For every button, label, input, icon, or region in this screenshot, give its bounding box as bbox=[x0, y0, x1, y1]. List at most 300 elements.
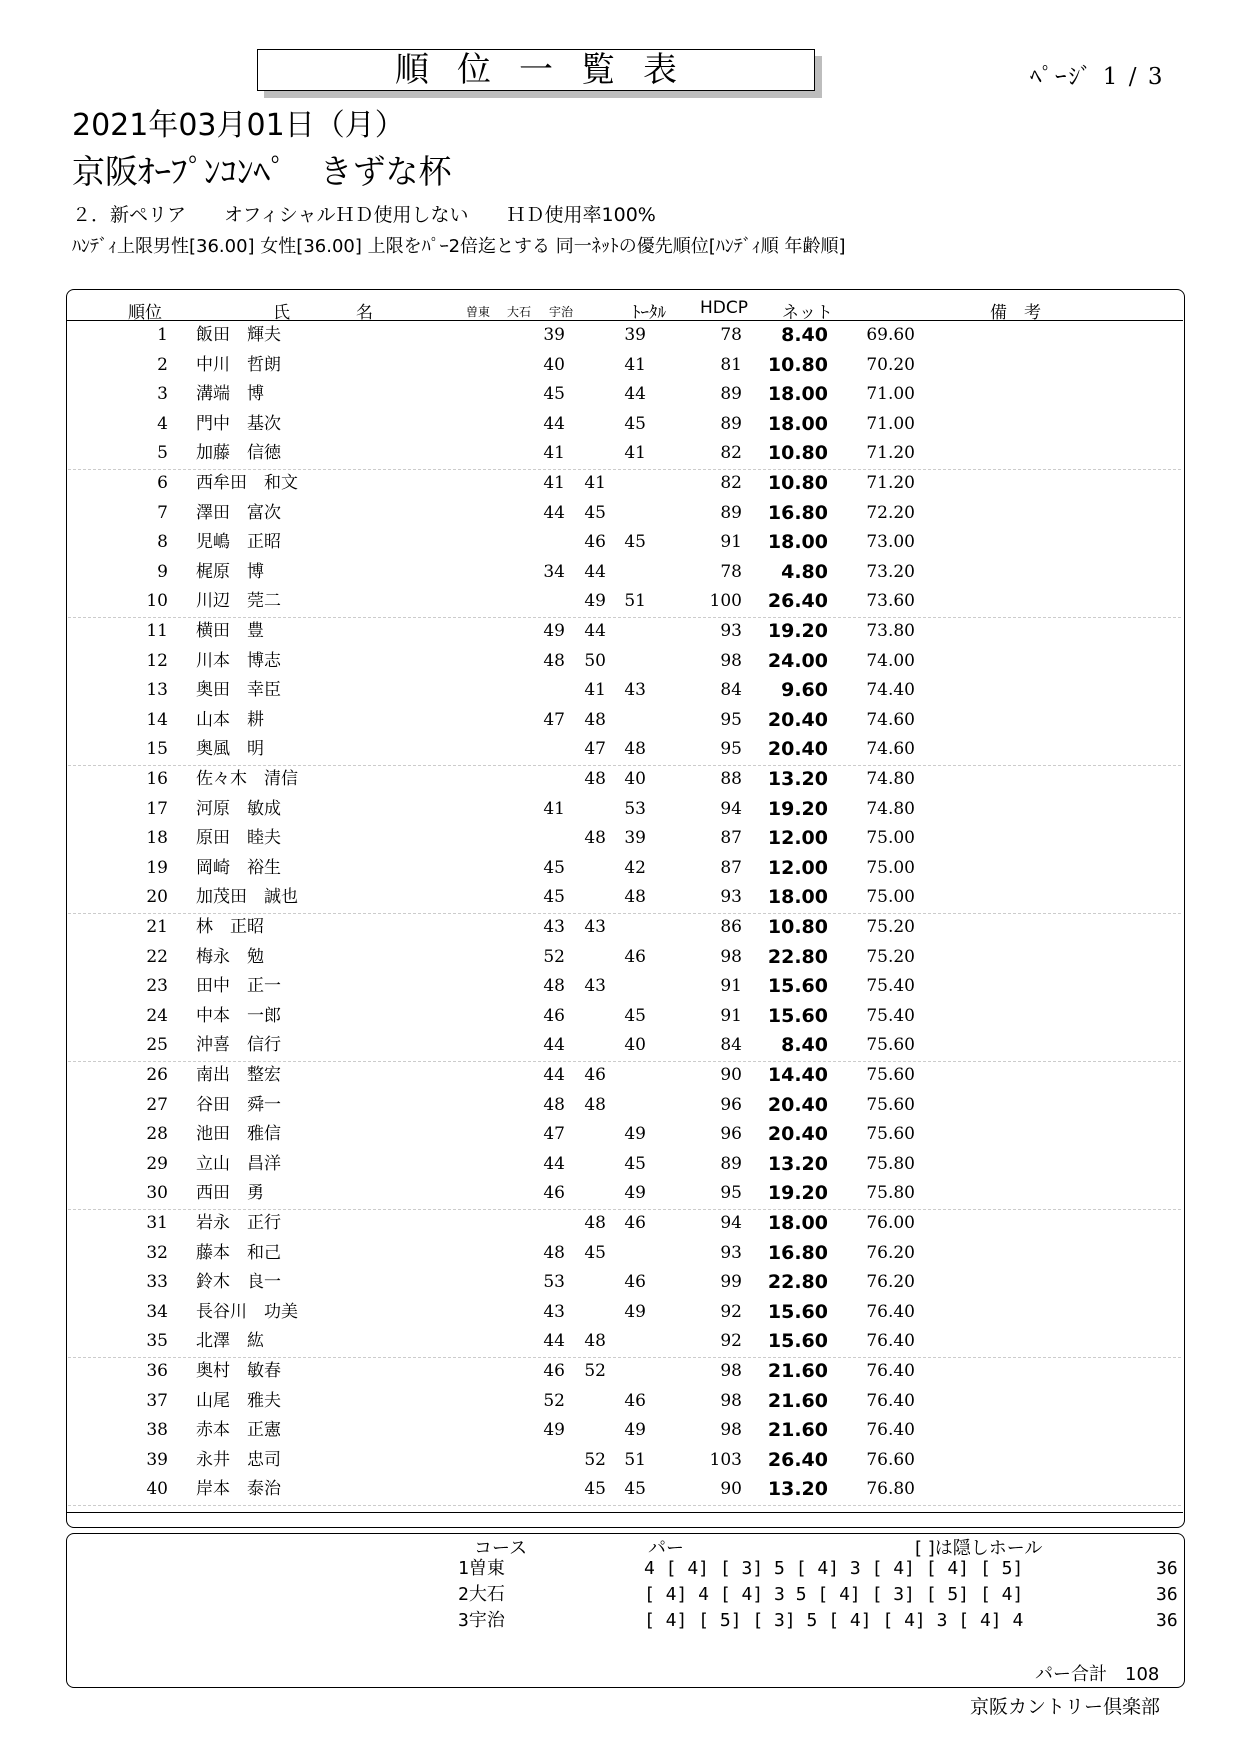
score-course-2: 44 bbox=[584, 561, 606, 582]
total-score: 87 bbox=[720, 828, 742, 849]
hdcp-value: 8.40 bbox=[781, 1034, 828, 1057]
net-score: 75.80 bbox=[866, 1183, 915, 1204]
net-score: 75.00 bbox=[866, 828, 915, 849]
rank-cell: 40 bbox=[146, 1479, 168, 1500]
table-row bbox=[68, 499, 1181, 529]
rule-line-2: ﾊﾝﾃﾞｨ上限男性[36.00] 女性[36.00] 上限をﾊﾟｰ2倍迄とする 同一ﾈｯﾄの優先順位[ﾊﾝﾃﾞｨ順 年齢順] bbox=[72, 236, 846, 257]
score-course-3: 49 bbox=[624, 1420, 646, 1441]
hdcp-value: 13.20 bbox=[767, 768, 828, 790]
score-course-1: 52 bbox=[543, 1390, 565, 1411]
score-course-1: 44 bbox=[543, 413, 565, 434]
score-course-1: 41 bbox=[543, 473, 565, 493]
table-row bbox=[68, 1357, 1181, 1387]
total-score: 92 bbox=[720, 1301, 742, 1322]
score-course-3: 40 bbox=[624, 1035, 646, 1056]
net-score: 72.20 bbox=[866, 502, 915, 523]
total-score: 88 bbox=[720, 769, 742, 789]
table-row bbox=[68, 1120, 1181, 1150]
col-header-course-2: 大石 bbox=[507, 305, 532, 319]
total-score: 96 bbox=[720, 1094, 742, 1115]
score-course-3: 39 bbox=[624, 325, 646, 345]
net-score: 75.00 bbox=[866, 857, 915, 878]
score-course-2: 45 bbox=[584, 502, 606, 523]
score-course-1: 47 bbox=[543, 1124, 565, 1145]
score-course-2: 45 bbox=[584, 1479, 606, 1500]
rank-cell: 10 bbox=[146, 591, 168, 612]
player-name: 加茂田 誠也 bbox=[196, 887, 298, 908]
rank-cell: 1 bbox=[157, 325, 168, 345]
course-pars: [ 4] 4 [ 4] 3 5 [ 4] [ 3] [ 5] [ 4] bbox=[644, 1584, 1024, 1605]
player-name: 中本 一郎 bbox=[196, 1005, 281, 1026]
player-name: 河原 敏成 bbox=[196, 798, 281, 819]
rank-cell: 17 bbox=[146, 798, 168, 819]
net-score: 75.60 bbox=[866, 1124, 915, 1145]
col-header-hdcp: HDCP bbox=[700, 298, 748, 318]
score-course-1: 48 bbox=[543, 976, 565, 997]
score-course-1: 53 bbox=[543, 1272, 565, 1293]
score-course-2: 45 bbox=[584, 1242, 606, 1263]
player-name: 田中 正一 bbox=[196, 976, 281, 997]
net-score: 75.20 bbox=[866, 917, 915, 937]
rank-cell: 8 bbox=[157, 532, 168, 553]
score-course-1: 48 bbox=[543, 650, 565, 671]
par-label: パー bbox=[648, 1538, 684, 1559]
table-row bbox=[68, 321, 1181, 351]
total-score: 98 bbox=[720, 1390, 742, 1411]
hdcp-value: 10.80 bbox=[767, 353, 828, 376]
net-score: 71.00 bbox=[866, 413, 915, 434]
hidden-hole-note: [ ]は隠しホール bbox=[915, 1538, 1043, 1559]
score-course-3: 45 bbox=[624, 532, 646, 553]
score-course-1: 49 bbox=[543, 1420, 565, 1441]
net-score: 75.40 bbox=[866, 1005, 915, 1026]
rank-cell: 30 bbox=[146, 1183, 168, 1204]
score-course-2: 50 bbox=[584, 650, 606, 671]
hdcp-value: 18.00 bbox=[767, 1212, 828, 1234]
score-course-1: 45 bbox=[543, 857, 565, 878]
player-name: 佐々木 清信 bbox=[196, 769, 298, 789]
net-score: 76.40 bbox=[866, 1390, 915, 1411]
net-score: 75.00 bbox=[866, 887, 915, 908]
hdcp-value: 13.20 bbox=[767, 1478, 828, 1501]
table-row bbox=[68, 735, 1181, 766]
rank-cell: 9 bbox=[157, 561, 168, 582]
rank-cell: 36 bbox=[146, 1361, 168, 1381]
course-par-total: 36 bbox=[1156, 1610, 1178, 1631]
net-score: 76.80 bbox=[866, 1479, 915, 1500]
player-name: 赤本 正憲 bbox=[196, 1420, 281, 1441]
player-name: 児嶋 正昭 bbox=[196, 532, 281, 553]
hdcp-value: 22.80 bbox=[767, 1271, 828, 1294]
col-header-name-1: 氏 bbox=[273, 303, 290, 323]
player-name: 沖喜 信行 bbox=[196, 1035, 281, 1056]
col-header-remarks: 備 考 bbox=[990, 303, 1041, 323]
net-score: 73.60 bbox=[866, 591, 915, 612]
hdcp-value: 9.60 bbox=[781, 679, 828, 702]
total-score: 91 bbox=[720, 532, 742, 553]
total-score: 89 bbox=[720, 413, 742, 434]
table-row bbox=[68, 410, 1181, 440]
total-score: 98 bbox=[720, 1420, 742, 1441]
score-course-1: 34 bbox=[543, 561, 565, 582]
score-course-3: 49 bbox=[624, 1124, 646, 1145]
table-row bbox=[68, 972, 1181, 1002]
net-score: 76.40 bbox=[866, 1361, 915, 1381]
total-score: 103 bbox=[709, 1449, 742, 1470]
total-score: 90 bbox=[720, 1065, 742, 1085]
total-score: 99 bbox=[720, 1272, 742, 1293]
hdcp-value: 21.60 bbox=[767, 1360, 828, 1382]
total-score: 91 bbox=[720, 1005, 742, 1026]
net-score: 73.80 bbox=[866, 621, 915, 641]
hdcp-value: 20.40 bbox=[767, 708, 828, 731]
score-course-2: 52 bbox=[584, 1361, 606, 1381]
net-score: 74.60 bbox=[866, 709, 915, 730]
net-score: 75.40 bbox=[866, 976, 915, 997]
rank-cell: 39 bbox=[146, 1449, 168, 1470]
hdcp-value: 21.60 bbox=[767, 1419, 828, 1442]
table-row bbox=[68, 1209, 1181, 1239]
hdcp-value: 20.40 bbox=[767, 1093, 828, 1116]
score-course-3: 40 bbox=[624, 769, 646, 789]
score-course-1: 49 bbox=[543, 621, 565, 641]
score-course-1: 48 bbox=[543, 1242, 565, 1263]
total-score: 84 bbox=[720, 1035, 742, 1056]
total-score: 86 bbox=[720, 917, 742, 937]
player-name: 西田 勇 bbox=[196, 1183, 264, 1204]
course-label: コース bbox=[474, 1538, 528, 1559]
rank-cell: 16 bbox=[146, 769, 168, 789]
total-score: 100 bbox=[709, 591, 742, 612]
net-score: 75.80 bbox=[866, 1153, 915, 1174]
score-course-3: 46 bbox=[624, 946, 646, 967]
player-name: 山本 耕 bbox=[196, 709, 264, 730]
score-course-2: 46 bbox=[584, 532, 606, 553]
table-row bbox=[68, 617, 1181, 647]
table-row bbox=[68, 1061, 1181, 1091]
score-course-3: 49 bbox=[624, 1301, 646, 1322]
net-score: 75.60 bbox=[866, 1035, 915, 1056]
score-course-3: 43 bbox=[624, 680, 646, 701]
score-course-1: 44 bbox=[543, 1153, 565, 1174]
rule-line-1: ２．新ペリア オフィシャルＨＤ使用しない ＨＤ使用率100% bbox=[72, 204, 656, 226]
score-course-2: 52 bbox=[584, 1449, 606, 1470]
net-score: 74.80 bbox=[866, 798, 915, 819]
course-name: 1曽東 bbox=[458, 1558, 505, 1579]
score-course-2: 48 bbox=[584, 1213, 606, 1233]
score-course-3: 48 bbox=[624, 887, 646, 908]
player-name: 北澤 紘 bbox=[196, 1331, 264, 1352]
page-title: 順位一覧表 bbox=[257, 49, 815, 91]
score-course-2: 43 bbox=[584, 976, 606, 997]
hdcp-value: 21.60 bbox=[767, 1389, 828, 1412]
net-score: 71.00 bbox=[866, 384, 915, 405]
score-course-1: 46 bbox=[543, 1183, 565, 1204]
hdcp-value: 15.60 bbox=[767, 1300, 828, 1323]
hdcp-value: 19.20 bbox=[767, 1182, 828, 1205]
hdcp-value: 15.60 bbox=[767, 1004, 828, 1027]
total-score: 98 bbox=[720, 650, 742, 671]
score-course-3: 51 bbox=[624, 1449, 646, 1470]
score-course-3: 45 bbox=[624, 1153, 646, 1174]
table-row bbox=[68, 765, 1181, 795]
net-score: 75.60 bbox=[866, 1065, 915, 1085]
rank-cell: 11 bbox=[146, 621, 168, 641]
rank-cell: 12 bbox=[146, 650, 168, 671]
page-number: ﾍﾟｰｼﾞ 1 / 3 bbox=[1030, 64, 1165, 90]
net-score: 76.40 bbox=[866, 1301, 915, 1322]
hdcp-value: 18.00 bbox=[767, 412, 828, 435]
score-course-2: 48 bbox=[584, 709, 606, 730]
net-score: 76.40 bbox=[866, 1331, 915, 1352]
hdcp-value: 18.00 bbox=[767, 383, 828, 406]
hdcp-value: 16.80 bbox=[767, 501, 828, 524]
total-score: 78 bbox=[720, 325, 742, 345]
player-name: 長谷川 功美 bbox=[196, 1301, 298, 1322]
course-par-total: 36 bbox=[1156, 1558, 1178, 1579]
table-row bbox=[68, 647, 1181, 677]
rank-cell: 24 bbox=[146, 1005, 168, 1026]
table-row bbox=[68, 676, 1181, 706]
total-score: 81 bbox=[720, 354, 742, 375]
rank-cell: 31 bbox=[146, 1213, 168, 1233]
table-row bbox=[68, 913, 1181, 943]
rank-cell: 25 bbox=[146, 1035, 168, 1056]
hdcp-value: 24.00 bbox=[767, 649, 828, 672]
course-name: 2大石 bbox=[458, 1584, 505, 1605]
score-course-3: 46 bbox=[624, 1272, 646, 1293]
player-name: 加藤 信徳 bbox=[196, 443, 281, 464]
total-score: 89 bbox=[720, 502, 742, 523]
total-score: 93 bbox=[720, 621, 742, 641]
player-name: 奥風 明 bbox=[196, 739, 264, 760]
score-course-3: 46 bbox=[624, 1213, 646, 1233]
score-course-1: 52 bbox=[543, 946, 565, 967]
rank-cell: 13 bbox=[146, 680, 168, 701]
col-header-rank: 順位 bbox=[128, 303, 162, 323]
net-score: 76.00 bbox=[866, 1213, 915, 1233]
player-name: 南出 整宏 bbox=[196, 1065, 281, 1085]
table-row bbox=[68, 1298, 1181, 1328]
net-score: 76.60 bbox=[866, 1449, 915, 1470]
table-row bbox=[68, 854, 1181, 884]
par-total: パー合計 108 bbox=[1035, 1664, 1160, 1685]
hdcp-value: 10.80 bbox=[767, 442, 828, 465]
table-row bbox=[68, 380, 1181, 410]
total-score: 82 bbox=[720, 473, 742, 493]
total-score: 82 bbox=[720, 443, 742, 464]
rank-cell: 18 bbox=[146, 828, 168, 849]
total-score: 90 bbox=[720, 1479, 742, 1500]
score-course-2: 48 bbox=[584, 769, 606, 789]
total-score: 96 bbox=[720, 1124, 742, 1145]
table-row bbox=[68, 1179, 1181, 1210]
player-name: 藤本 和己 bbox=[196, 1242, 281, 1263]
table-row bbox=[68, 883, 1181, 914]
score-course-3: 53 bbox=[624, 798, 646, 819]
hdcp-value: 16.80 bbox=[767, 1241, 828, 1264]
table-row bbox=[68, 1416, 1181, 1446]
hdcp-value: 13.20 bbox=[767, 1152, 828, 1175]
rank-cell: 4 bbox=[157, 413, 168, 434]
score-course-1: 48 bbox=[543, 1094, 565, 1115]
total-score: 78 bbox=[720, 561, 742, 582]
hdcp-value: 8.40 bbox=[781, 324, 828, 346]
hdcp-value: 19.20 bbox=[767, 797, 828, 820]
rank-cell: 29 bbox=[146, 1153, 168, 1174]
table-row bbox=[68, 587, 1181, 618]
score-course-1: 43 bbox=[543, 1301, 565, 1322]
total-score: 93 bbox=[720, 887, 742, 908]
score-course-1: 44 bbox=[543, 1065, 565, 1085]
player-name: 岩永 正行 bbox=[196, 1213, 281, 1233]
hdcp-value: 22.80 bbox=[767, 945, 828, 968]
rank-cell: 2 bbox=[157, 354, 168, 375]
player-name: 奥村 敏春 bbox=[196, 1361, 281, 1381]
net-score: 75.60 bbox=[866, 1094, 915, 1115]
table-row bbox=[68, 1446, 1181, 1476]
player-name: 永井 忠司 bbox=[196, 1449, 281, 1470]
player-name: 中川 哲朗 bbox=[196, 354, 281, 375]
score-course-2: 49 bbox=[584, 591, 606, 612]
player-name: 岡崎 裕生 bbox=[196, 857, 281, 878]
rank-cell: 34 bbox=[146, 1301, 168, 1322]
rank-cell: 27 bbox=[146, 1094, 168, 1115]
score-course-3: 45 bbox=[624, 1005, 646, 1026]
net-score: 76.40 bbox=[866, 1420, 915, 1441]
table-bottom-divider bbox=[66, 1512, 1183, 1513]
rank-cell: 32 bbox=[146, 1242, 168, 1263]
rank-cell: 38 bbox=[146, 1420, 168, 1441]
score-course-3: 42 bbox=[624, 857, 646, 878]
player-name: 川辺 莞二 bbox=[196, 591, 281, 612]
net-score: 70.20 bbox=[866, 354, 915, 375]
player-name: 鈴木 良一 bbox=[196, 1272, 281, 1293]
score-course-1: 44 bbox=[543, 502, 565, 523]
player-name: 池田 雅信 bbox=[196, 1124, 281, 1145]
hdcp-value: 10.80 bbox=[767, 472, 828, 494]
table-row bbox=[68, 1387, 1181, 1417]
table-row bbox=[68, 1031, 1181, 1062]
table-row bbox=[68, 1150, 1181, 1180]
score-course-1: 41 bbox=[543, 443, 565, 464]
total-score: 94 bbox=[720, 798, 742, 819]
table-row bbox=[68, 558, 1181, 588]
score-course-2: 48 bbox=[584, 1331, 606, 1352]
hdcp-value: 26.40 bbox=[767, 1448, 828, 1471]
table-row bbox=[68, 795, 1181, 825]
player-name: 谷田 舜一 bbox=[196, 1094, 281, 1115]
net-score: 74.40 bbox=[866, 680, 915, 701]
rank-cell: 14 bbox=[146, 709, 168, 730]
rank-cell: 23 bbox=[146, 976, 168, 997]
rank-cell: 6 bbox=[157, 473, 168, 493]
score-course-3: 51 bbox=[624, 591, 646, 612]
score-course-3: 45 bbox=[624, 413, 646, 434]
rank-cell: 15 bbox=[146, 739, 168, 760]
table-row bbox=[68, 1239, 1181, 1269]
rank-cell: 5 bbox=[157, 443, 168, 464]
total-score: 95 bbox=[720, 1183, 742, 1204]
rank-cell: 19 bbox=[146, 857, 168, 878]
course-pars: 4 [ 4] [ 3] 5 [ 4] 3 [ 4] [ 4] [ 5] bbox=[644, 1558, 1024, 1579]
table-row bbox=[68, 1268, 1181, 1298]
net-score: 74.00 bbox=[866, 650, 915, 671]
player-name: 飯田 輝夫 bbox=[196, 325, 281, 345]
total-score: 84 bbox=[720, 680, 742, 701]
total-score: 93 bbox=[720, 1242, 742, 1263]
player-name: 岸本 泰治 bbox=[196, 1479, 281, 1500]
rank-cell: 26 bbox=[146, 1065, 168, 1085]
rank-cell: 3 bbox=[157, 384, 168, 405]
score-course-1: 45 bbox=[543, 384, 565, 405]
hdcp-value: 19.20 bbox=[767, 620, 828, 642]
score-course-2: 46 bbox=[584, 1065, 606, 1085]
score-course-2: 41 bbox=[584, 473, 606, 493]
net-score: 69.60 bbox=[866, 325, 915, 345]
table-row bbox=[68, 706, 1181, 736]
hdcp-value: 26.40 bbox=[767, 590, 828, 613]
score-course-1: 44 bbox=[543, 1035, 565, 1056]
total-score: 89 bbox=[720, 1153, 742, 1174]
net-score: 76.20 bbox=[866, 1242, 915, 1263]
table-row bbox=[68, 528, 1181, 558]
player-name: 林 正昭 bbox=[196, 917, 264, 937]
score-course-3: 39 bbox=[624, 828, 646, 849]
net-score: 74.60 bbox=[866, 739, 915, 760]
net-score: 75.20 bbox=[866, 946, 915, 967]
rank-cell: 7 bbox=[157, 502, 168, 523]
score-course-1: 44 bbox=[543, 1331, 565, 1352]
score-course-1: 41 bbox=[543, 798, 565, 819]
score-course-2: 41 bbox=[584, 680, 606, 701]
total-score: 87 bbox=[720, 857, 742, 878]
player-name: 溝端 博 bbox=[196, 384, 264, 405]
score-course-2: 43 bbox=[584, 917, 606, 937]
rank-cell: 37 bbox=[146, 1390, 168, 1411]
score-course-3: 41 bbox=[624, 443, 646, 464]
player-name: 原田 睦夫 bbox=[196, 828, 281, 849]
net-score: 73.20 bbox=[866, 561, 915, 582]
total-score: 92 bbox=[720, 1331, 742, 1352]
col-header-net: ネット bbox=[782, 303, 833, 323]
player-name: 西牟田 和文 bbox=[196, 473, 298, 493]
score-course-2: 44 bbox=[584, 621, 606, 641]
course-name: 3宇治 bbox=[458, 1610, 505, 1631]
rank-cell: 22 bbox=[146, 946, 168, 967]
hdcp-value: 18.00 bbox=[767, 531, 828, 554]
col-header-total: ﾄｰﾀﾙ bbox=[632, 303, 666, 323]
hdcp-value: 14.40 bbox=[767, 1064, 828, 1086]
net-score: 71.20 bbox=[866, 473, 915, 493]
rank-cell: 33 bbox=[146, 1272, 168, 1293]
table-row bbox=[68, 469, 1181, 499]
hdcp-value: 4.80 bbox=[781, 560, 828, 583]
course-par-total: 36 bbox=[1156, 1584, 1178, 1605]
total-score: 91 bbox=[720, 976, 742, 997]
table-row bbox=[68, 943, 1181, 973]
col-header-course-3: 宇治 bbox=[549, 305, 574, 319]
score-course-2: 48 bbox=[584, 828, 606, 849]
table-row bbox=[68, 1475, 1181, 1506]
player-name: 川本 博志 bbox=[196, 650, 281, 671]
net-score: 71.20 bbox=[866, 443, 915, 464]
player-name: 梅永 勉 bbox=[196, 946, 264, 967]
score-course-1: 40 bbox=[543, 354, 565, 375]
rank-cell: 28 bbox=[146, 1124, 168, 1145]
player-name: 梶原 博 bbox=[196, 561, 264, 582]
score-course-2: 47 bbox=[584, 739, 606, 760]
